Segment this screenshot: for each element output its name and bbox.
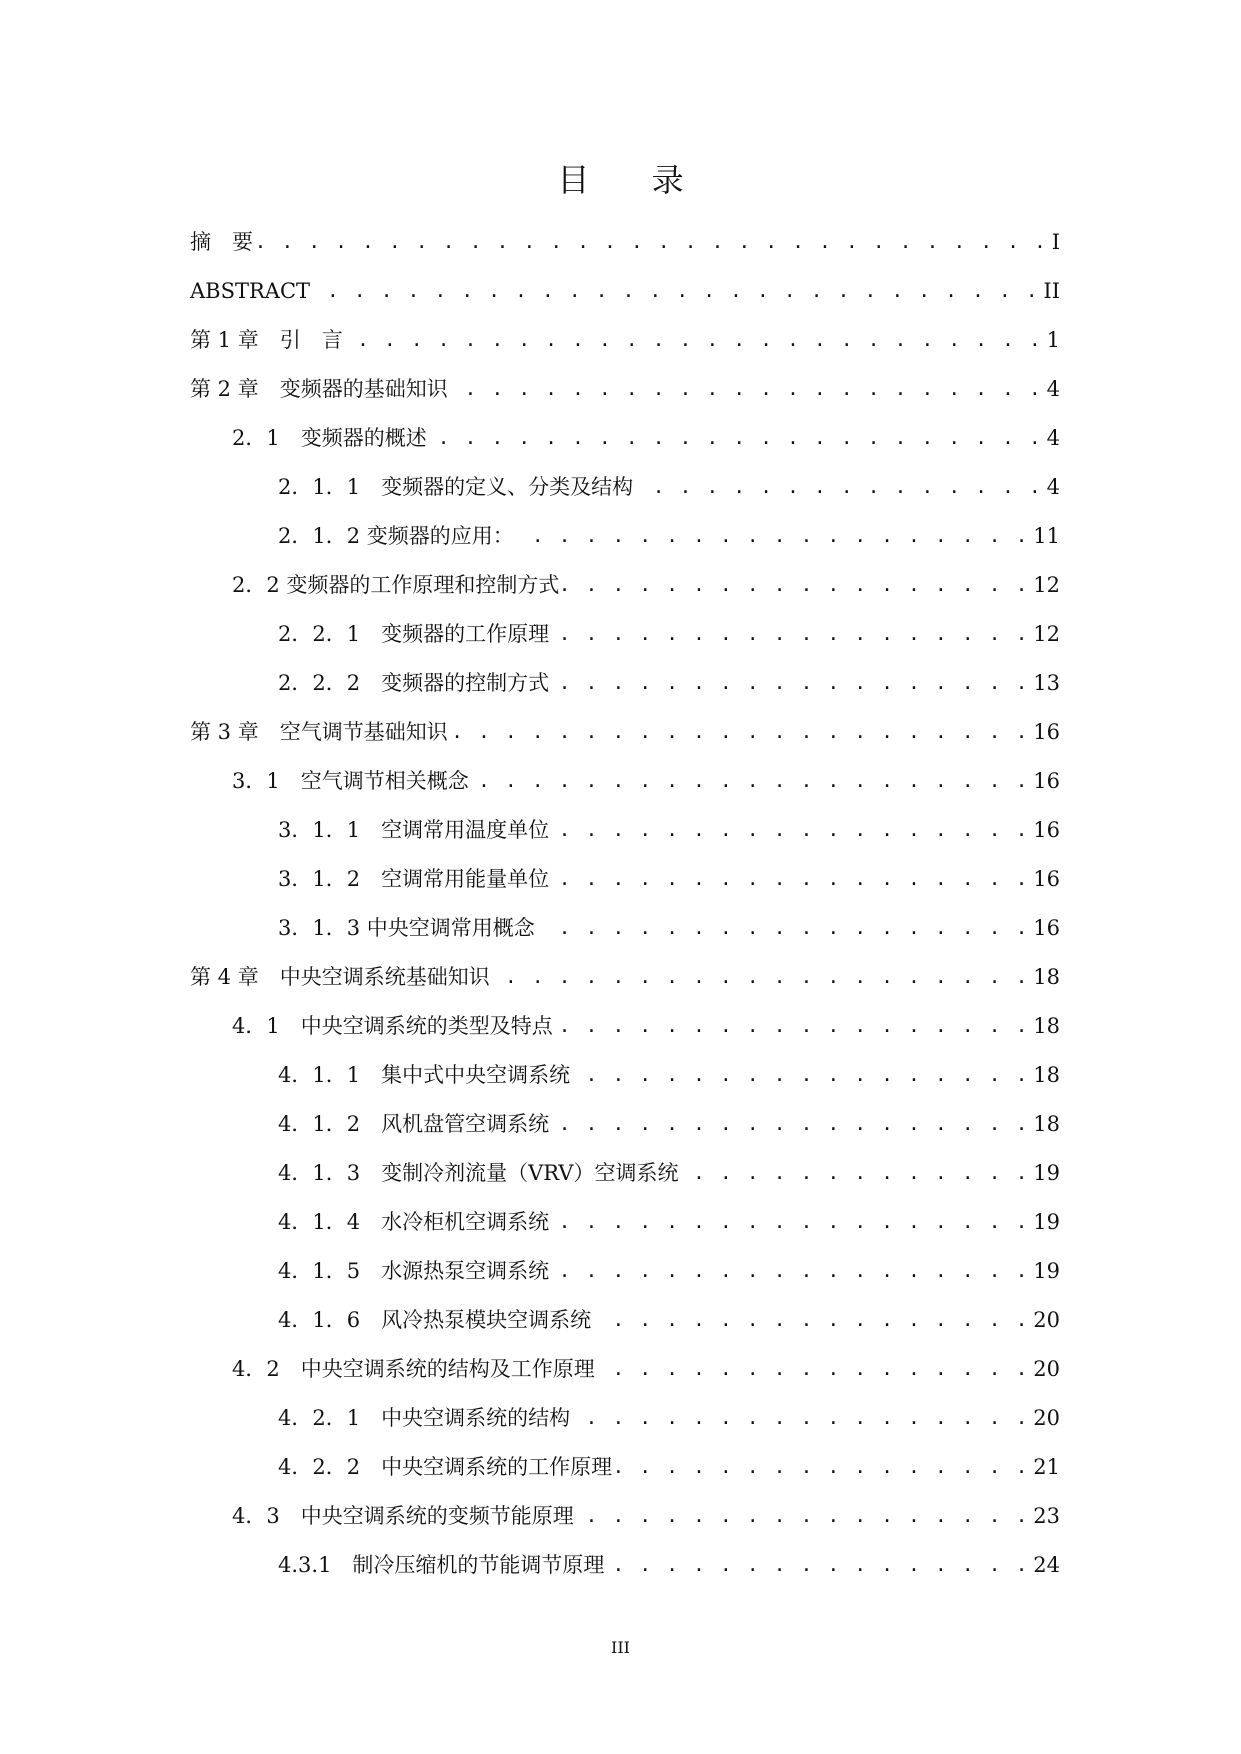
toc-entry-page: 19: [1033, 1161, 1060, 1185]
toc-entry[interactable]: [278, 517, 1060, 551]
toc-entry-page: 12: [1033, 622, 1060, 646]
toc-entry-page: 18: [1033, 965, 1060, 989]
toc-dot-leader: [557, 1011, 1030, 1041]
toc-entry-label: 2．1．2 变频器的应用：: [278, 524, 514, 548]
toc-entry-page: I: [1051, 230, 1060, 254]
toc-dot-leader: [599, 1354, 1030, 1384]
page-number: III: [611, 1638, 630, 1657]
toc-entry[interactable]: [278, 1105, 1060, 1139]
toc-entry-label: 第 4 章 中央空调系统基础知识: [190, 965, 490, 989]
toc-entry[interactable]: [278, 1252, 1060, 1286]
toc-entry-page: 18: [1033, 1112, 1060, 1136]
toc-entry-label: 4．2．2 中央空调系统的工作原理: [278, 1455, 613, 1479]
toc-entry-page: 21: [1033, 1455, 1060, 1479]
toc-entry-page: 4: [1046, 475, 1060, 499]
toc-entry-label: 4．2 中央空调系统的结构及工作原理: [232, 1357, 595, 1381]
toc-entry-page: 20: [1033, 1357, 1060, 1381]
toc-entry-label: 4．1．4 水冷柜机空调系统: [278, 1210, 550, 1234]
toc-entry-page: 20: [1033, 1406, 1060, 1430]
toc-entry[interactable]: [190, 713, 1060, 747]
toc-dot-leader: [595, 1305, 1029, 1335]
toc-entry-page: 16: [1033, 769, 1060, 793]
toc-dot-leader: [553, 1256, 1029, 1286]
toc-entry[interactable]: [278, 664, 1060, 698]
toc-entry[interactable]: [278, 909, 1060, 943]
toc-entry-page: 18: [1033, 1014, 1060, 1038]
toc-dot-leader: [553, 864, 1029, 894]
toc-entry[interactable]: [190, 223, 1060, 257]
toc-entry-label: 4．1．2 风机盘管空调系统: [278, 1112, 550, 1136]
toc-entry-page: 4: [1046, 426, 1060, 450]
toc-entry-label: 3．1．2 空调常用能量单位: [278, 867, 550, 891]
toc-entry-label: 3．1．3 中央空调常用概念: [278, 916, 535, 940]
toc-entry-page: 4: [1046, 377, 1060, 401]
toc-dot-leader: [563, 570, 1029, 600]
toc-entry-page: 20: [1033, 1308, 1060, 1332]
toc-entry[interactable]: [190, 272, 1060, 306]
toc-entry[interactable]: [232, 566, 1060, 600]
toc-entry[interactable]: [278, 1154, 1060, 1188]
toc-entry-label: 2．2 变频器的工作原理和控制方式: [232, 573, 560, 597]
toc-entry[interactable]: [278, 1301, 1060, 1335]
toc-entry-label: 第 3 章 空气调节基础知识: [190, 720, 448, 744]
toc-entry[interactable]: [278, 1448, 1060, 1482]
toc-dot-leader: [553, 1109, 1029, 1139]
toc-entry-label: 3．1．1 空调常用温度单位: [278, 818, 550, 842]
toc-entry-label: 4．1．3 变制冷剂流量（VRV）空调系统: [278, 1161, 679, 1185]
toc-entry[interactable]: [278, 1546, 1060, 1580]
toc-entry-label: 摘 要: [190, 230, 253, 254]
toc-entry[interactable]: [278, 811, 1060, 845]
toc-dot-leader: [553, 668, 1029, 698]
toc-dot-leader: [347, 325, 1043, 355]
toc-entry-label: 4.3.1 制冷压缩机的节能调节原理: [278, 1553, 605, 1577]
toc-entry-label: 2．1．1 变频器的定义、分类及结构: [278, 475, 634, 499]
toc-entry-page: 18: [1033, 1063, 1060, 1087]
toc-entry-page: 16: [1033, 867, 1060, 891]
toc-entry-label: 4．1．6 风冷热泵模块空调系统: [278, 1308, 592, 1332]
toc-dot-leader: [553, 815, 1029, 845]
toc-dot-leader: [539, 913, 1030, 943]
toc-entry-page: 16: [1033, 916, 1060, 940]
toc-dot-leader: [574, 1403, 1029, 1433]
toc-entry-page: 19: [1033, 1210, 1060, 1234]
toc-entry-label: 4．2．1 中央空调系统的结构: [278, 1406, 571, 1430]
toc-entry-label: 4．3 中央空调系统的变频节能原理: [232, 1504, 574, 1528]
toc-dot-leader: [452, 374, 1043, 404]
toc-entry[interactable]: [278, 1056, 1060, 1090]
toc-dot-leader: [553, 1207, 1029, 1237]
toc-dot-leader: [553, 619, 1029, 649]
toc-dot-leader: [494, 962, 1030, 992]
toc-entry-label: 4．1．1 集中式中央空调系统: [278, 1063, 571, 1087]
toc-dot-leader: [578, 1501, 1030, 1531]
toc-entry[interactable]: [278, 468, 1060, 502]
toc-entry-page: 19: [1033, 1259, 1060, 1283]
toc-dot-leader: [616, 1452, 1029, 1482]
toc-entry[interactable]: [190, 321, 1060, 355]
page-title: 目 录: [557, 161, 710, 199]
toc-dot-leader: [682, 1158, 1029, 1188]
toc-entry-page: II: [1043, 279, 1060, 303]
toc-entry-label: 第 1 章 引 言: [190, 328, 343, 352]
toc-entry-page: 1: [1046, 328, 1060, 352]
toc-dot-leader: [314, 276, 1039, 306]
toc-entry-page: 11: [1033, 524, 1060, 548]
toc-entry-page: 24: [1033, 1553, 1060, 1577]
toc-entry-label: 2．2．1 变频器的工作原理: [278, 622, 550, 646]
toc-dot-leader: [637, 472, 1043, 502]
toc-entry[interactable]: [278, 615, 1060, 649]
toc-entry-label: ABSTRACT: [190, 279, 311, 303]
toc-entry[interactable]: [232, 419, 1060, 453]
toc-dot-leader: [608, 1550, 1029, 1580]
toc-entry[interactable]: [190, 370, 1060, 404]
toc-dot-leader: [574, 1060, 1029, 1090]
toc-entry[interactable]: [232, 1497, 1060, 1531]
toc-entry[interactable]: [190, 958, 1060, 992]
toc-entry[interactable]: [278, 1203, 1060, 1237]
toc-entry-page: 16: [1033, 818, 1060, 842]
toc-entry-page: 23: [1033, 1504, 1060, 1528]
toc-dot-leader: [473, 766, 1030, 796]
toc-entry[interactable]: [232, 762, 1060, 796]
toc-entry[interactable]: [278, 860, 1060, 894]
toc-dot-leader: [257, 227, 1048, 257]
toc-dot-leader: [431, 423, 1043, 453]
toc-entry-label: 2．1 变频器的概述: [232, 426, 427, 450]
toc-entry[interactable]: [278, 1399, 1060, 1433]
toc-entry-label: 2．2．2 变频器的控制方式: [278, 671, 550, 695]
toc-entry-page: 16: [1033, 720, 1060, 744]
toc-entry-page: 12: [1033, 573, 1060, 597]
toc-entry-label: 4．1．5 水源热泵空调系统: [278, 1259, 550, 1283]
toc-dot-leader: [452, 717, 1030, 747]
toc-entry-label: 4．1 中央空调系统的类型及特点: [232, 1014, 553, 1038]
toc-entry[interactable]: [232, 1007, 1060, 1041]
toc-entry-label: 3．1 空气调节相关概念: [232, 769, 469, 793]
toc-dot-leader: [518, 521, 1030, 551]
toc-entry-page: 13: [1033, 671, 1060, 695]
toc-entry-label: 第 2 章 变频器的基础知识: [190, 377, 448, 401]
toc-entry[interactable]: [232, 1350, 1060, 1384]
